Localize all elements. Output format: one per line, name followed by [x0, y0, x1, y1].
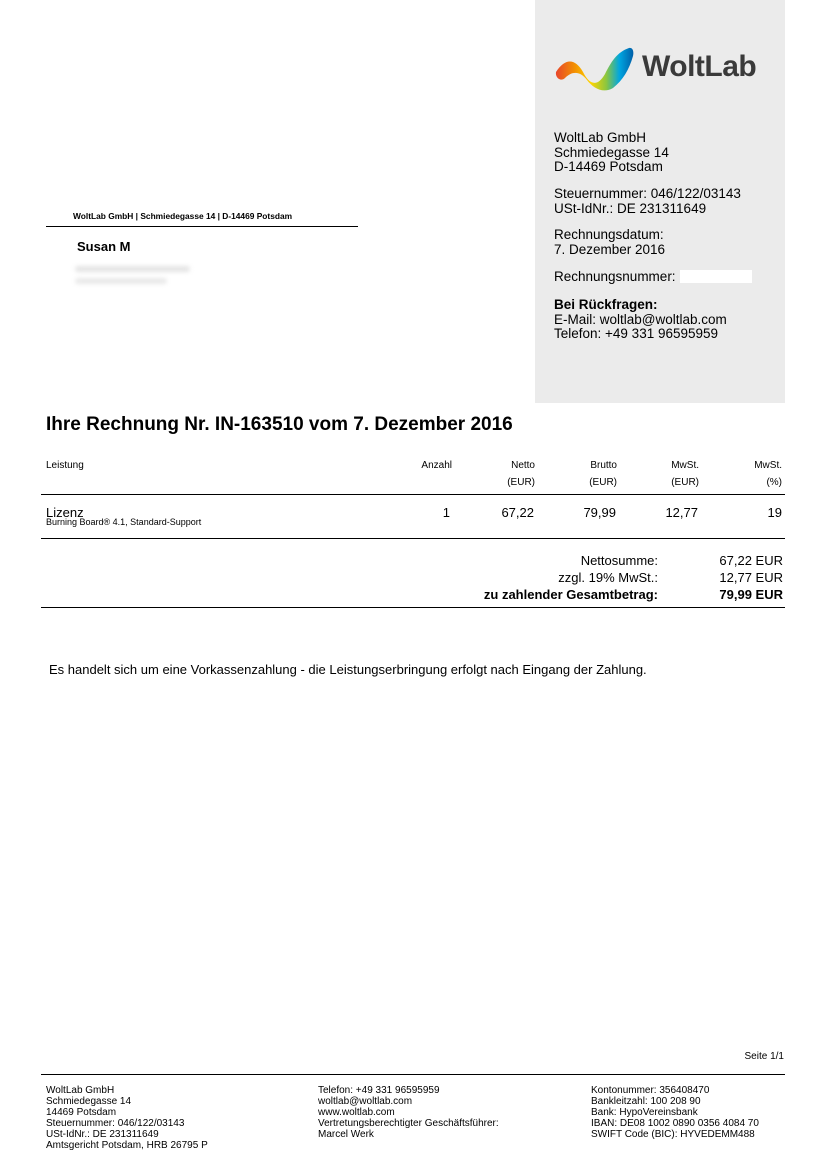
net-total-label: Nettosumme: [580, 553, 658, 568]
col-header-gross: Brutto [590, 460, 617, 471]
footer-line: Marcel Werk [318, 1129, 374, 1140]
footer-line: WoltLab GmbH [46, 1085, 115, 1096]
payment-note: Es handelt sich um eine Vorkassenzahlung - die Leistungserbringung erfolgt nach Eingang der Zahlung. [49, 662, 647, 677]
redacted-field [680, 270, 752, 283]
col-header-vat-unit: (EUR) [671, 477, 699, 488]
sender-return-address: WoltLab GmbH | Schmiedegasse 14 | D-14469 Potsdam [73, 211, 293, 221]
recipient-address-redacted [75, 266, 190, 290]
footer-line: SWIFT Code (BIC): HYVEDEMM488 [591, 1129, 755, 1140]
col-header-service: Leistung [46, 460, 84, 471]
footer-line: Kontonummer: 356408470 [591, 1085, 710, 1096]
table-header-rule [41, 494, 785, 495]
questions-label: Bei Rückfragen: [554, 297, 658, 312]
footer-line: Telefon: +49 331 96595959 [318, 1085, 440, 1096]
footer-line: Amtsgericht Potsdam, HRB 26795 P [46, 1140, 208, 1151]
item-gross: 79,99 [583, 505, 616, 520]
col-header-net: Netto [511, 460, 535, 471]
footer-line: Schmiedegasse 14 [46, 1096, 132, 1107]
footer-line: Bank: HypoVereinsbank [591, 1107, 698, 1118]
footer-line: Bankleitzahl: 100 208 90 [591, 1096, 701, 1107]
invoice-title: Ihre Rechnung Nr. IN-163510 vom 7. Dezember 2016 [46, 414, 513, 435]
footer-bank-column [591, 1085, 759, 1140]
invoice-number-block [554, 270, 752, 285]
contact-block [554, 298, 727, 342]
col-header-vat-rate: MwSt. [754, 460, 782, 471]
item-name: Lizenz [46, 505, 84, 520]
col-header-vat: MwSt. [671, 460, 699, 471]
footer-contact-column [318, 1085, 499, 1140]
contact-phone: Telefon: +49 331 96595959 [554, 326, 719, 341]
net-total-value: 67,22 EUR [719, 553, 783, 568]
col-header-vat-rate-unit: (%) [766, 477, 782, 488]
company-name: WoltLab GmbH [554, 130, 647, 145]
grand-total-label: zu zahlender Gesamtbetrag: [483, 587, 658, 602]
page-number: Seite 1/1 [744, 1051, 784, 1062]
company-address [554, 131, 669, 175]
item-vat: 12,77 [665, 505, 698, 520]
woltlab-wave-icon [555, 44, 635, 94]
footer-line: www.woltlab.com [318, 1107, 395, 1118]
divider [46, 226, 358, 227]
logo-wordmark: WoltLab [642, 50, 757, 83]
totals-rule [41, 607, 785, 608]
item-vat-rate: 19 [767, 505, 782, 520]
woltlab-logo [555, 44, 765, 94]
company-tax-info [554, 187, 741, 216]
col-header-quantity: Anzahl [421, 460, 452, 471]
col-header-net-unit: (EUR) [507, 477, 535, 488]
footer-line: Vertretungsberechtigter Geschäftsführer: [318, 1118, 499, 1129]
invoice-date: 7. Dezember 2016 [554, 241, 666, 257]
footer-line: 14469 Potsdam [46, 1107, 117, 1118]
item-description: Burning Board® 4.1, Standard-Support [46, 517, 202, 527]
grand-total-value: 79,99 EUR [719, 587, 783, 602]
recipient-name: Susan M [77, 239, 131, 254]
invoice-date-block [554, 228, 665, 257]
company-street: Schmiedegasse 14 [554, 144, 669, 160]
footer-line: woltlab@woltlab.com [318, 1096, 413, 1107]
footer-company-column [46, 1085, 208, 1151]
footer-line: Steuernummer: 046/122/03143 [46, 1118, 185, 1129]
invoice-number-label: Rechnungsnummer: [554, 269, 676, 284]
footer-line: USt-IdNr.: DE 231311649 [46, 1129, 159, 1140]
col-header-gross-unit: (EUR) [589, 477, 617, 488]
item-net: 67,22 [501, 505, 534, 520]
company-city: D-14469 Potsdam [554, 159, 663, 174]
footer-line: IBAN: DE08 1002 0890 0356 4084 70 [591, 1118, 759, 1129]
vat-id: USt-IdNr.: DE 231311649 [554, 200, 707, 216]
invoice-date-label: Rechnungsdatum: [554, 227, 664, 242]
vat-total-label: zzgl. 19% MwSt.: [558, 570, 658, 585]
tax-number: Steuernummer: 046/122/03143 [554, 186, 741, 201]
contact-email: E-Mail: woltlab@woltlab.com [554, 311, 727, 327]
footer-rule [41, 1074, 785, 1075]
item-quantity: 1 [442, 505, 450, 520]
table-row-rule [41, 538, 785, 539]
vat-total-value: 12,77 EUR [719, 570, 783, 585]
